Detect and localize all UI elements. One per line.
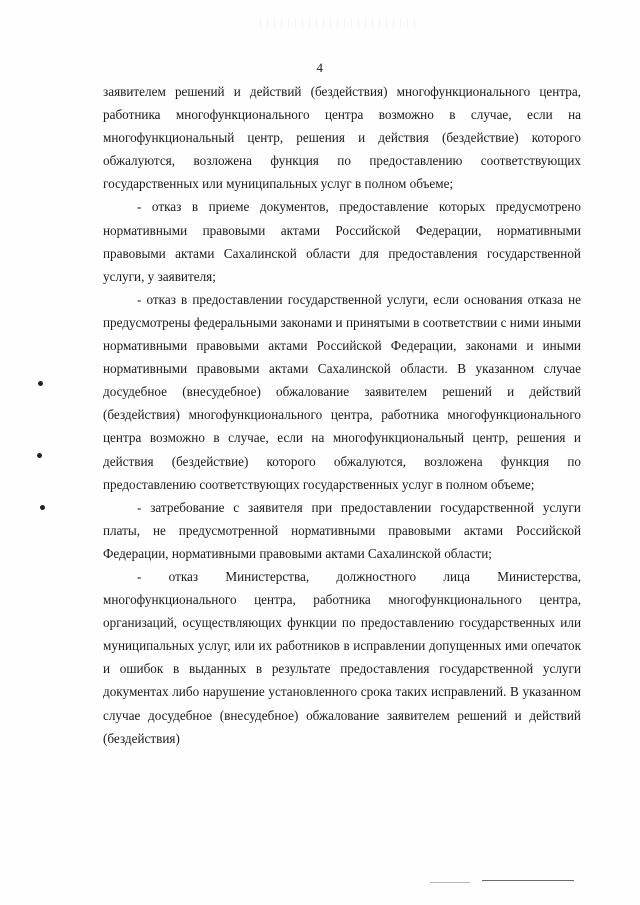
footer-rule [430, 882, 470, 883]
page-number: 4 [316, 60, 324, 75]
paragraph-refusal-corrections: - отказ Министерства, должностного лица Министерства, многофункционального центра, работника многофункционального центра, организаций, осуществляющих функции по предоставлению государственных или муниципальных услуг, или их работников в исправлении допущенных ими опечаток и ошибок в выданных в результате предоставления государственной услуги документах либо нарушение установленного срока таких исправлений. В указанном случае досудебное (внесудебное) обжалование заявителем решений и действий (бездействия) [103, 568, 581, 746]
document-body [103, 80, 581, 750]
margin-mark [39, 504, 45, 510]
paragraph-fee-demand: - затребование с заявителя при предоставлении государственной услуги платы, не предусмотренной нормативными правовыми актами Российской Федерации, нормативными правовыми актами Сахалинской области; [103, 499, 581, 561]
margin-mark [36, 452, 42, 458]
paragraph-refusal-service: - отказ в предоставлении государственной услуги, если основания отказа не предусмотрены федеральными законами и принятыми в соответствии с ними иными нормативными правовыми актами Российской Федерации, законами и иными нормативными правовыми актами Сахалинской области. В указанном случае досудебное (внесудебное) обжалование заявителем решений и действий (бездействия) многофункционального центра, работника многофункционального центра возможно в случае, если на многофункциональный центр, решения и действия (бездействие) которого обжалуются, возложена функция по предоставлению соответствующих государственных услуг в полном объеме; [103, 291, 581, 492]
margin-mark [37, 380, 43, 386]
paragraph-refusal-documents: - отказ в приеме документов, предоставление которых предусмотрено нормативными правовыми актами Российской Федерации, нормативными правовыми актами Сахалинской области для предоставления государственной услуги, у заявителя; [103, 199, 581, 284]
scan-artifact [260, 18, 420, 28]
footer-rule [482, 880, 574, 881]
paragraph-continuation: заявителем решений и действий (бездействия) многофункционального центра, работника многофункционального центра возможно в случае, если на многофункциональный центр, решения и действия (бездействие) которого обжалуются, возложена функция по предоставлению соответствующих государственных или муниципальных услуг в полном объеме; [103, 84, 581, 192]
